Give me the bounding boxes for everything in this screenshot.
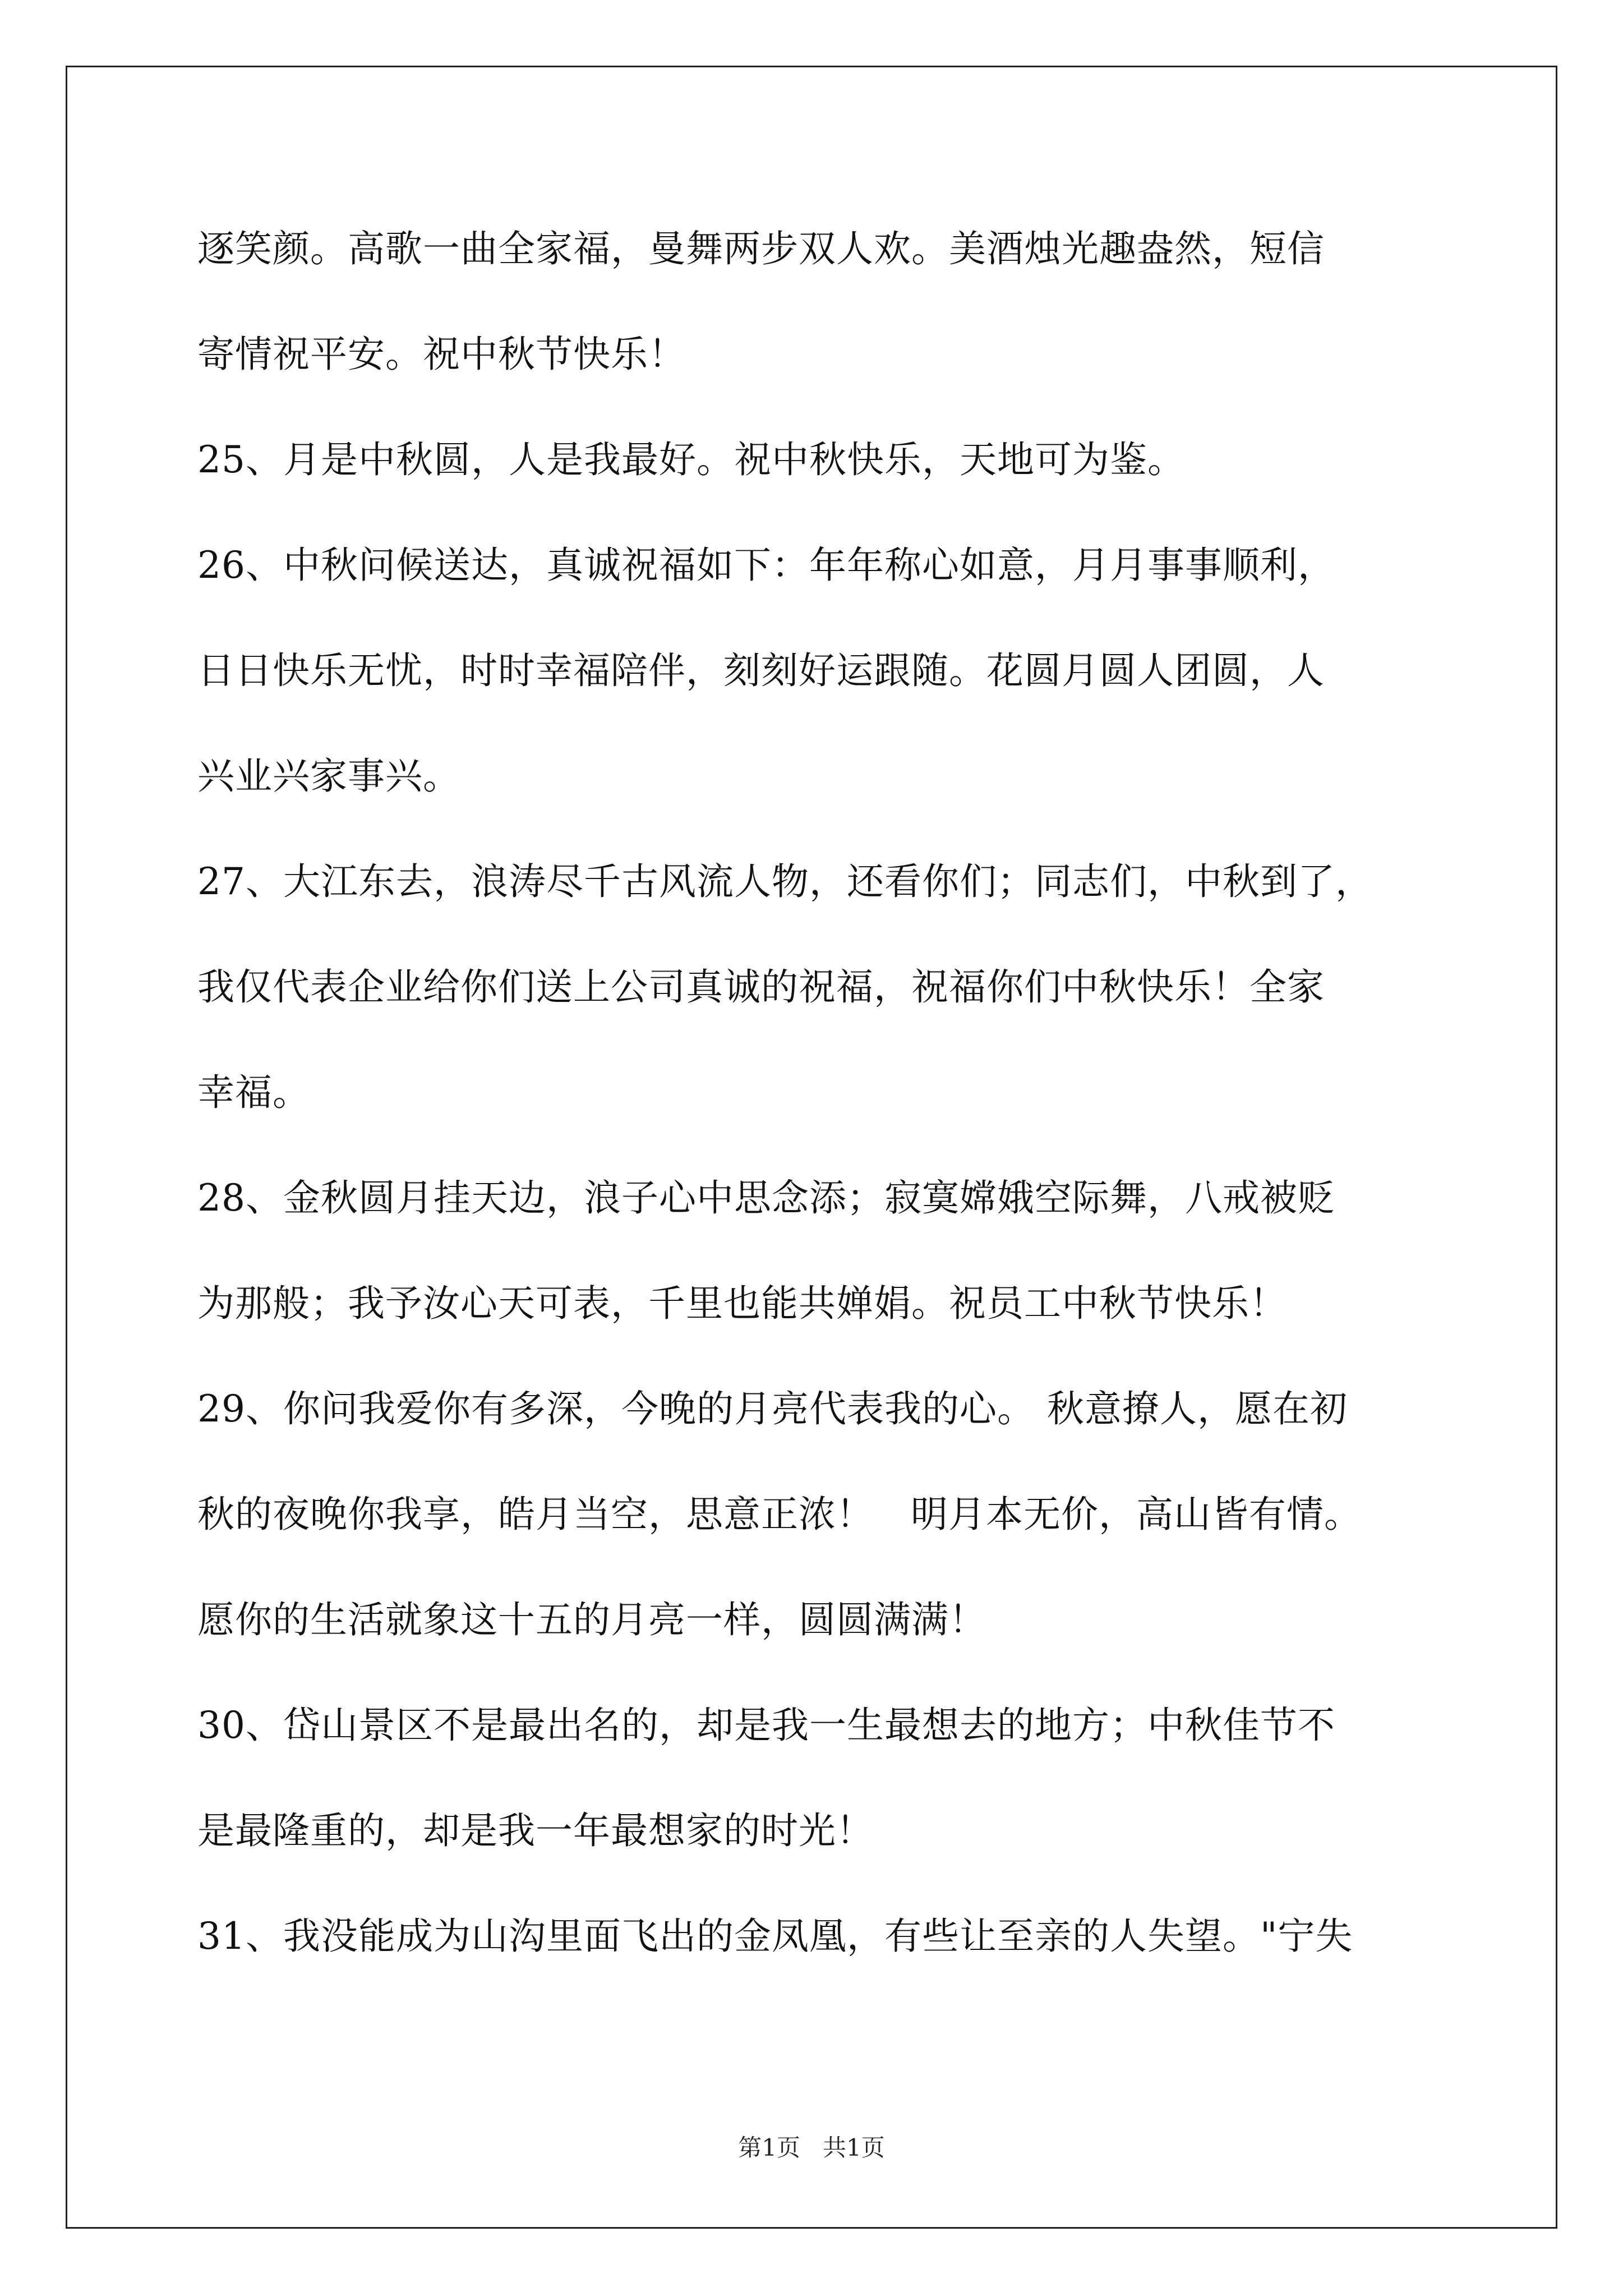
- document-body: [197, 196, 1465, 1989]
- text-line: 是最隆重的，却是我一年最想家的时光！: [197, 1809, 874, 1852]
- text-line: 25、月是中秋圆，人是我最好。祝中秋快乐，天地可为鉴。: [197, 438, 1185, 481]
- text-line: 幸福。: [197, 1071, 310, 1114]
- text-line: 为那般；我予汝心天可表，千里也能共婵娟。祝员工中秋节快乐！: [197, 1282, 1287, 1325]
- text-line: 28、金秋圆月挂天边，浪子心中思念添；寂寞嫦娥空际舞，八戒被贬: [197, 1176, 1335, 1220]
- text-line: 愿你的生活就象这十五的月亮一样，圆圆满满！: [197, 1598, 986, 1641]
- text-line: 秋的夜晚你我享，皓月当空，思意正浓！ 明月本无价，高山皆有情。: [197, 1493, 1362, 1536]
- text-line: 我仅代表企业给你们送上公司真诚的祝福，祝福你们中秋快乐！全家: [197, 965, 1325, 1009]
- text-line: 27、大江东去，浪涛尽千古风流人物，还看你们；同志们，中秋到了，: [197, 860, 1373, 903]
- text-line: 29、你问我爱你有多深，今晚的月亮代表我的心。 秋意撩人，愿在初: [197, 1387, 1348, 1430]
- text-line: 日日快乐无忧，时时幸福陪伴，刻刻好运跟随。花圆月圆人团圆，人: [197, 649, 1325, 692]
- page-number-footer: 第1页 共1页: [738, 2134, 885, 2161]
- text-line: 31、我没能成为山沟里面飞出的金凤凰，有些让至亲的人失望。"宁失: [197, 1915, 1353, 1958]
- text-line: 寄情祝平安。祝中秋节快乐！: [197, 333, 686, 376]
- text-line: 逐笑颜。高歌一曲全家福，曼舞两步双人欢。美酒烛光趣盎然，短信: [197, 227, 1325, 270]
- text-line: 26、中秋问候送达，真诚祝福如下：年年称心如意，月月事事顺利，: [197, 544, 1335, 587]
- text-line: 30、岱山景区不是最出名的，却是我一生最想去的地方；中秋佳节不: [197, 1704, 1335, 1747]
- text-line: 兴业兴家事兴。: [197, 754, 460, 798]
